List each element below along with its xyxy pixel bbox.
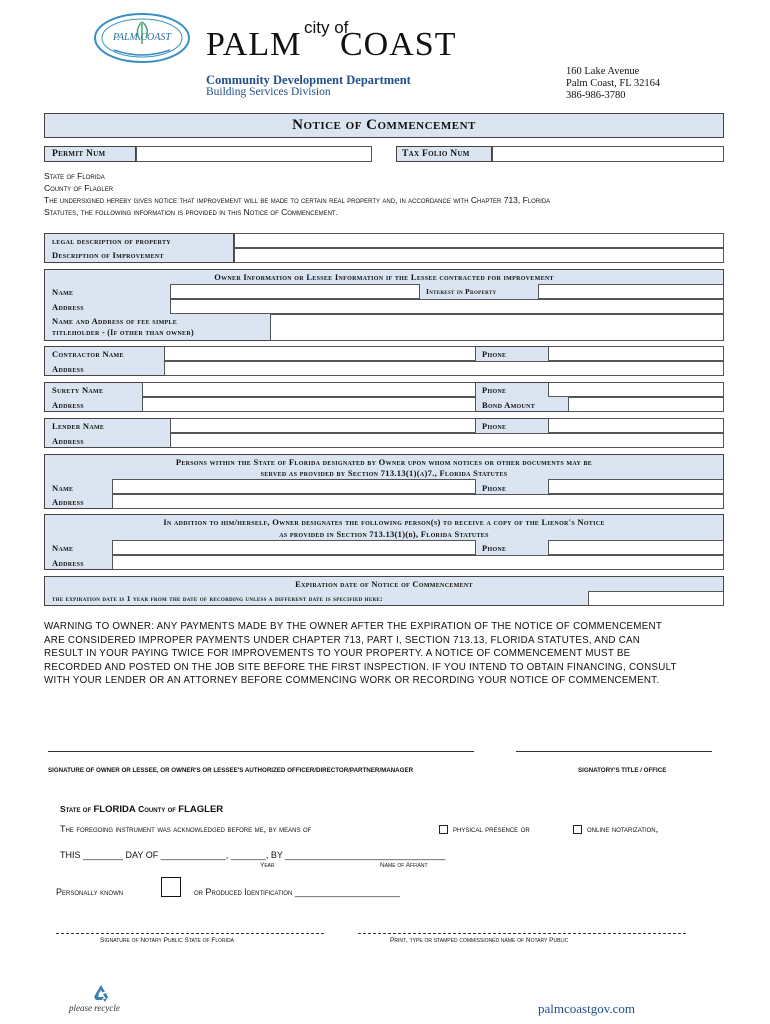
contractor-phone-label: Phone [482,349,507,359]
owner-name-label: Name [52,287,74,297]
warning-line-4: RECORDED AND POSTED ON THE JOB SITE BEFORE THE FIRST INSPECTION. IF YOU INTEND TO OBTAIN FINANCING, CONSULT [44,661,677,673]
intro-county: County of Flagler [44,183,114,193]
permit-label: Permit Num [52,149,106,159]
please-recycle-text: please recycle [69,1003,120,1013]
produced-id-label[interactable]: or Produced Identification _____________________ [194,887,401,897]
surety-phone-field[interactable] [548,382,724,397]
county-of-label: County of [135,804,179,814]
logo-palm: PALM [206,26,302,63]
division-name: Building Services Division [206,86,331,98]
lender-name-label: Lender Name [52,421,105,431]
acknowledgement-text: The foregoing instrument was acknowledged before me, by means of [60,824,312,834]
owner-name-field[interactable] [170,284,420,299]
logo-city-of: city of [304,18,349,37]
owner-address-label: Address [52,302,84,312]
notary-print-name-line[interactable] [358,933,686,934]
bond-amount-label: Bond Amount [482,400,536,410]
surety-address-field[interactable] [142,397,476,412]
persons-header-2: served as provided by Section 713.13(1)(a)7., Florida Statutes [260,468,508,478]
persons-address-field[interactable] [112,494,724,509]
expiration-date-field[interactable] [588,591,724,606]
tax-folio-field[interactable] [492,146,724,162]
address-line-1: 160 Lake Avenue [566,66,640,77]
designee-name-label: Name [52,543,74,553]
recycle-icon [90,983,112,1003]
designee-header-1: In addition to him/herself, Owner designates the following person(s) to receive a copy of the Lienor's Notice [163,517,605,527]
bond-amount-field[interactable] [568,397,724,412]
intro-statutes: Statutes, the following information is provided in this Notice of Commencement. [44,207,338,217]
warning-text [44,620,724,688]
permit-number-field[interactable] [136,146,372,162]
fee-simple-label: Name and Address of fee simple [52,316,178,326]
online-notarization-label: online notarization, [587,824,659,834]
titleholder-label: titleholder - (If other than owner) [52,328,194,337]
expiration-text: the expiration date is 1 year from the date of recording unless a different date is specified here: [52,594,383,603]
warning-line-5: WITH YOUR LENDER OR AN ATTORNEY BEFORE COMMENCING WORK OR RECORDING YOUR NOTICE OF COMMENCEMENT. [44,675,660,687]
website-link[interactable]: palmcoastgov.com [538,1001,635,1016]
notary-state-county [60,804,223,815]
designee-name-field[interactable] [112,540,476,555]
owner-header: Owner Information or Lessee Information if the Lessee contracted for improvement [214,272,554,282]
persons-name-label: Name [52,483,74,493]
lender-phone-field[interactable] [548,418,724,433]
designee-address-label: Address [52,558,84,568]
intro-notice: The undersigned hereby gives notice that improvement will be made to certain real property and, in accordance with Chapter 713, Florida [44,195,551,205]
lender-address-field[interactable] [170,433,724,448]
improvement-field[interactable] [234,248,724,263]
designee-phone-field[interactable] [548,540,724,555]
department-name: Community Development Department [206,73,411,87]
legal-description-label: legal description of property [52,236,171,246]
owner-signature-line[interactable] [48,751,474,752]
logo-coast: COAST [340,26,457,63]
persons-phone-label: Phone [482,483,507,493]
title-signature-line[interactable] [516,751,712,752]
warning-line-2: ARE CONSIDERED IMPROPER PAYMENTS UNDER CHAPTER 713, PART I, SECTION 713.13, FLORIDA STATUTES, AND CAN [44,634,641,646]
affiant-caption: Name of Affiant [380,862,428,869]
notary-signature-line[interactable] [56,933,324,934]
designee-address-field[interactable] [112,555,724,570]
lender-name-field[interactable] [170,418,476,433]
physical-presence-checkbox[interactable] [439,825,448,834]
personally-known-label: Personally known [56,887,124,897]
warning-line-3: RESULT IN YOUR PAYING TWICE FOR IMPROVEMENTS TO YOUR PROPERTY. A NOTICE OF COMMENCEMENT MUST BE [44,648,631,660]
surety-address-label: Address [52,400,84,410]
owner-signature-caption: SIGNATURE OF OWNER OR LESSEE, OR OWNER'S OR LESSEE'S AUTHORIZED OFFICER/DIRECTOR/PARTNER/MANAGER [48,767,414,774]
year-caption: Year [260,862,275,869]
contractor-name-field[interactable] [164,346,476,361]
expiration-header: Expiration date of Notice of Commencement [295,579,473,589]
state-of-label: State of [60,804,94,814]
interest-label: Interest in Property [426,287,497,296]
contractor-phone-field[interactable] [548,346,724,361]
contractor-address-field[interactable] [164,361,724,376]
phone-number: 386-986-3780 [566,90,626,101]
surety-phone-label: Phone [482,385,507,395]
warning-line-1: WARNING TO OWNER: ANY PAYMENTS MADE BY THE OWNER AFTER THE EXPIRATION OF THE NOTICE OF COMMENCEMENT [44,621,663,632]
address-line-2: Palm Coast, FL 32164 [566,78,661,89]
surety-name-field[interactable] [142,382,476,397]
persons-address-label: Address [52,497,84,507]
state-florida: FLORIDA [93,804,136,815]
improvement-label: Description of Improvement [52,250,164,260]
palm-coast-seal-logo [92,12,192,64]
intro-state: State of Florida [44,171,105,181]
lender-phone-label: Phone [482,421,507,431]
seal-text: PALM COAST [113,32,171,43]
tax-folio-label: Tax Folio Num [402,149,470,159]
online-notarization-checkbox[interactable] [573,825,582,834]
interest-field[interactable] [538,284,724,299]
signatory-title-caption: SIGNATORY'S TITLE / OFFICE [578,767,667,774]
contractor-address-label: Address [52,364,84,374]
legal-description-field[interactable] [234,233,724,248]
page-title: Notice of Commencement [292,117,476,133]
contractor-name-label: Contractor Name [52,349,124,359]
persons-header-1: Persons within the State of Florida designated by Owner upon whom notices or other documents may be [175,457,593,467]
designee-header-2: as provided in Section 713.13(1)(b), Florida Statutes [279,529,489,539]
notary-signature-caption: Signature of Notary Public State of Florida [100,937,234,944]
surety-name-label: Surety Name [52,385,104,395]
physical-presence-label: physical presence or [453,824,530,834]
persons-name-field[interactable] [112,479,476,494]
owner-address-field[interactable] [170,299,724,314]
county-flagler: FLAGLER [178,804,224,815]
persons-phone-field[interactable] [548,479,724,494]
designee-phone-label: Phone [482,543,507,553]
this-day-line[interactable]: THIS ________ DAY OF _____________, _______, BY ________________________________ [60,850,446,860]
notary-print-caption: Print, type or stamped commissioned name of Notary Public [390,937,569,944]
personally-known-box[interactable] [161,877,181,897]
titleholder-field[interactable] [270,314,724,341]
lender-address-label: Address [52,436,84,446]
